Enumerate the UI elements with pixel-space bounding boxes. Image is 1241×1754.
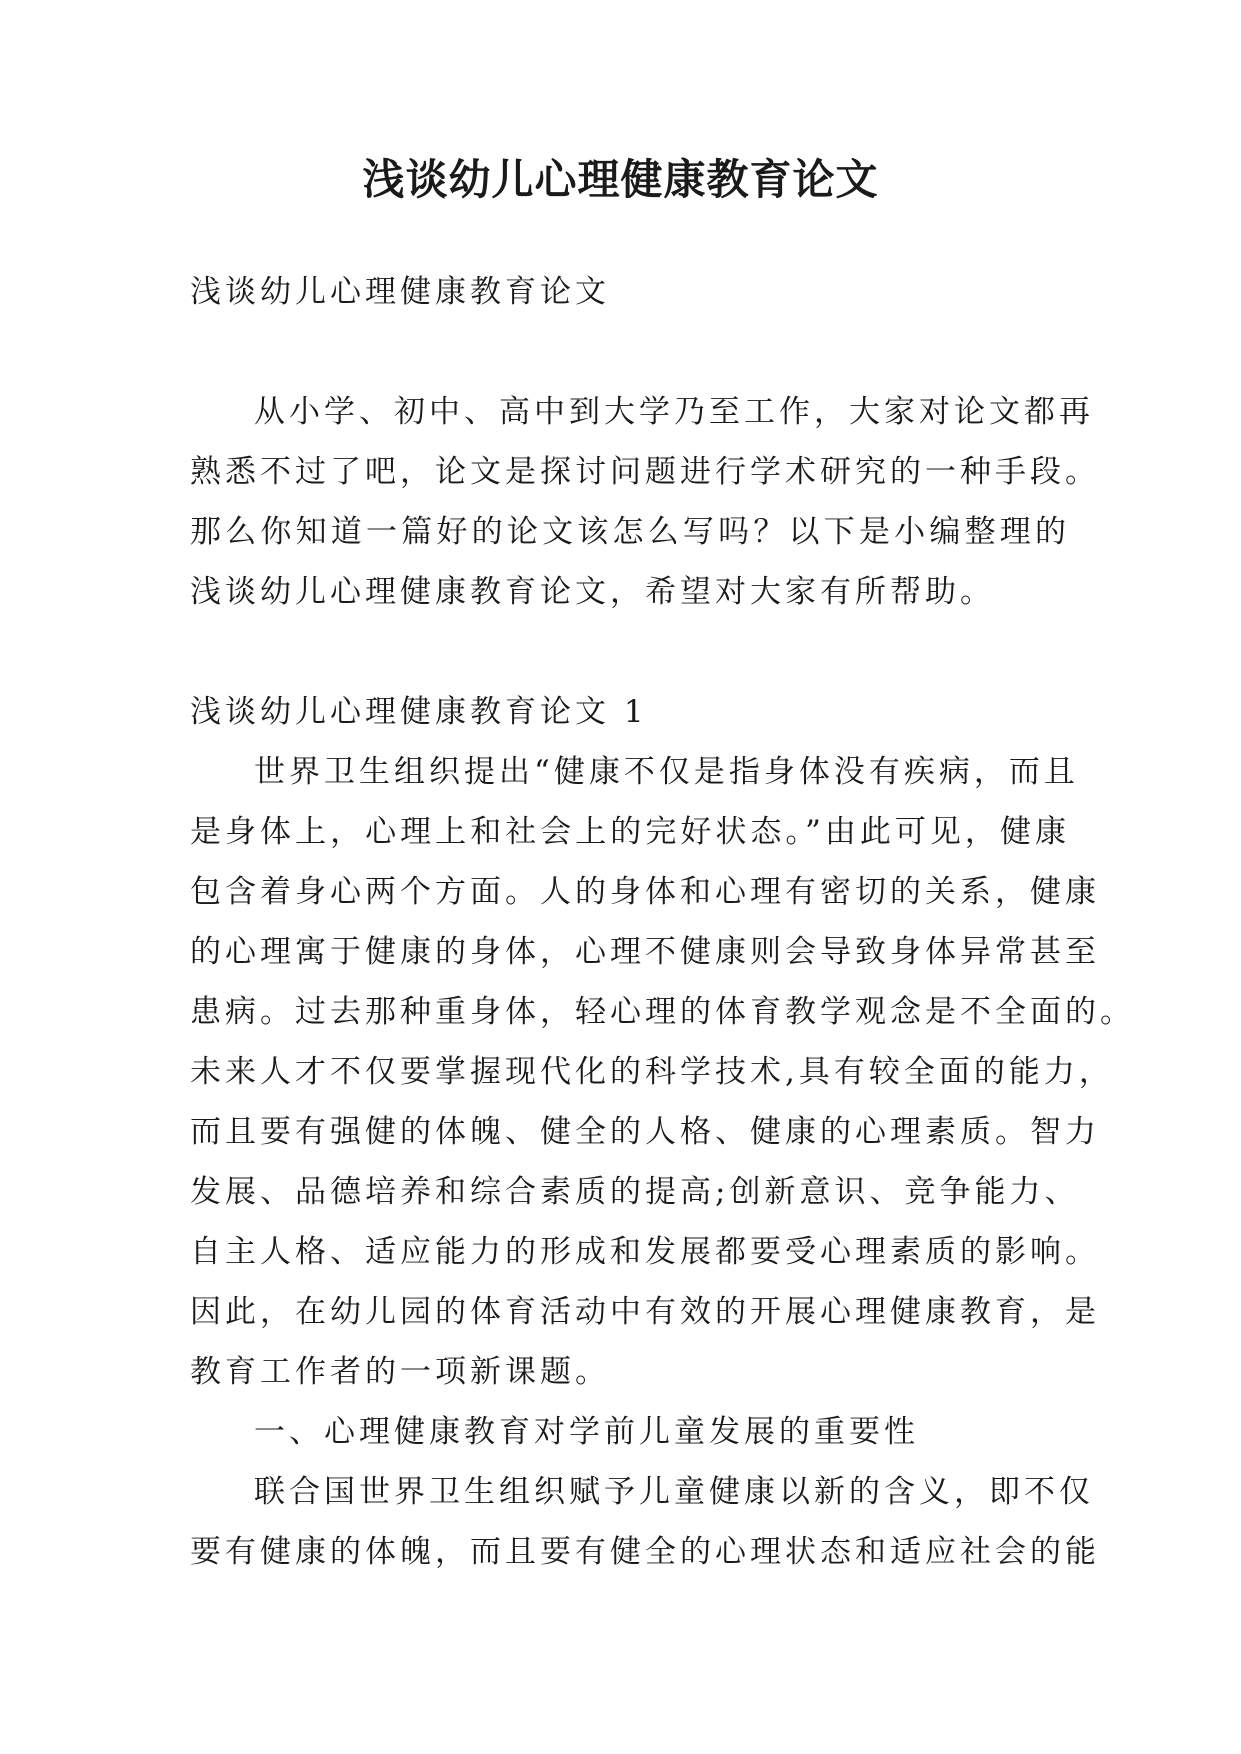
- body-line: 是身体上，心理上和社会上的完好状态。”由此可见，健康: [190, 814, 1070, 850]
- intro-line: 从小学、初中、高中到大学乃至工作，大家对论文都再: [254, 394, 1094, 430]
- intro-line: 熟悉不过了吧，论文是探讨问题进行学术研究的一种手段。: [190, 454, 1100, 490]
- body-line: 包含着身心两个方面。人的身体和心理有密切的关系，健康: [190, 874, 1100, 910]
- document-body: [190, 262, 1135, 1582]
- body-line: 世界卫生组织提出“健康不仅是指身体没有疾病，而且: [254, 754, 1079, 790]
- body-paragraph: [190, 742, 1135, 1402]
- body-line: 患病。过去那种重身体，轻心理的体育教学观念是不全面的。: [190, 994, 1135, 1030]
- intro-paragraph: [190, 382, 1100, 622]
- body-line: 发展、品德培养和综合素质的提高;创新意识、竞争能力、: [190, 1174, 1080, 1210]
- intro-line: 浅谈幼儿心理健康教育论文，希望对大家有所帮助。: [190, 574, 995, 610]
- body-line: 联合国世界卫生组织赋予儿童健康以新的含义，即不仅: [254, 1474, 1094, 1510]
- body-line: 而且要有强健的体魄、健全的人格、健康的心理素质。智力: [190, 1114, 1100, 1150]
- body-line: 未来人才不仅要掌握现代化的科学技术,具有较全面的能力，: [190, 1054, 1114, 1090]
- section-title: 浅谈幼儿心理健康教育论文 1: [190, 694, 648, 730]
- body-line: 教育工作者的一项新课题。: [190, 1354, 610, 1390]
- section-heading: 一、心理健康教育对学前儿童发展的重要性: [254, 1414, 919, 1450]
- body-line: 的心理寓于健康的身体，心理不健康则会导致身体异常甚至: [190, 934, 1100, 970]
- body-line: 因此，在幼儿园的体育活动中有效的开展心理健康教育，是: [190, 1294, 1100, 1330]
- body-line: 自主人格、适应能力的形成和发展都要受心理素质的影响。: [190, 1234, 1100, 1270]
- body-line: 要有健康的体魄，而且要有健全的心理状态和适应社会的能: [190, 1534, 1100, 1570]
- document-title: 浅谈幼儿心理健康教育论文: [362, 155, 879, 204]
- intro-line: 那么你知道一篇好的论文该怎么写吗？以下是小编整理的: [190, 514, 1070, 550]
- body-paragraph-2: [190, 1462, 1100, 1582]
- document-subtitle: 浅谈幼儿心理健康教育论文: [190, 274, 610, 310]
